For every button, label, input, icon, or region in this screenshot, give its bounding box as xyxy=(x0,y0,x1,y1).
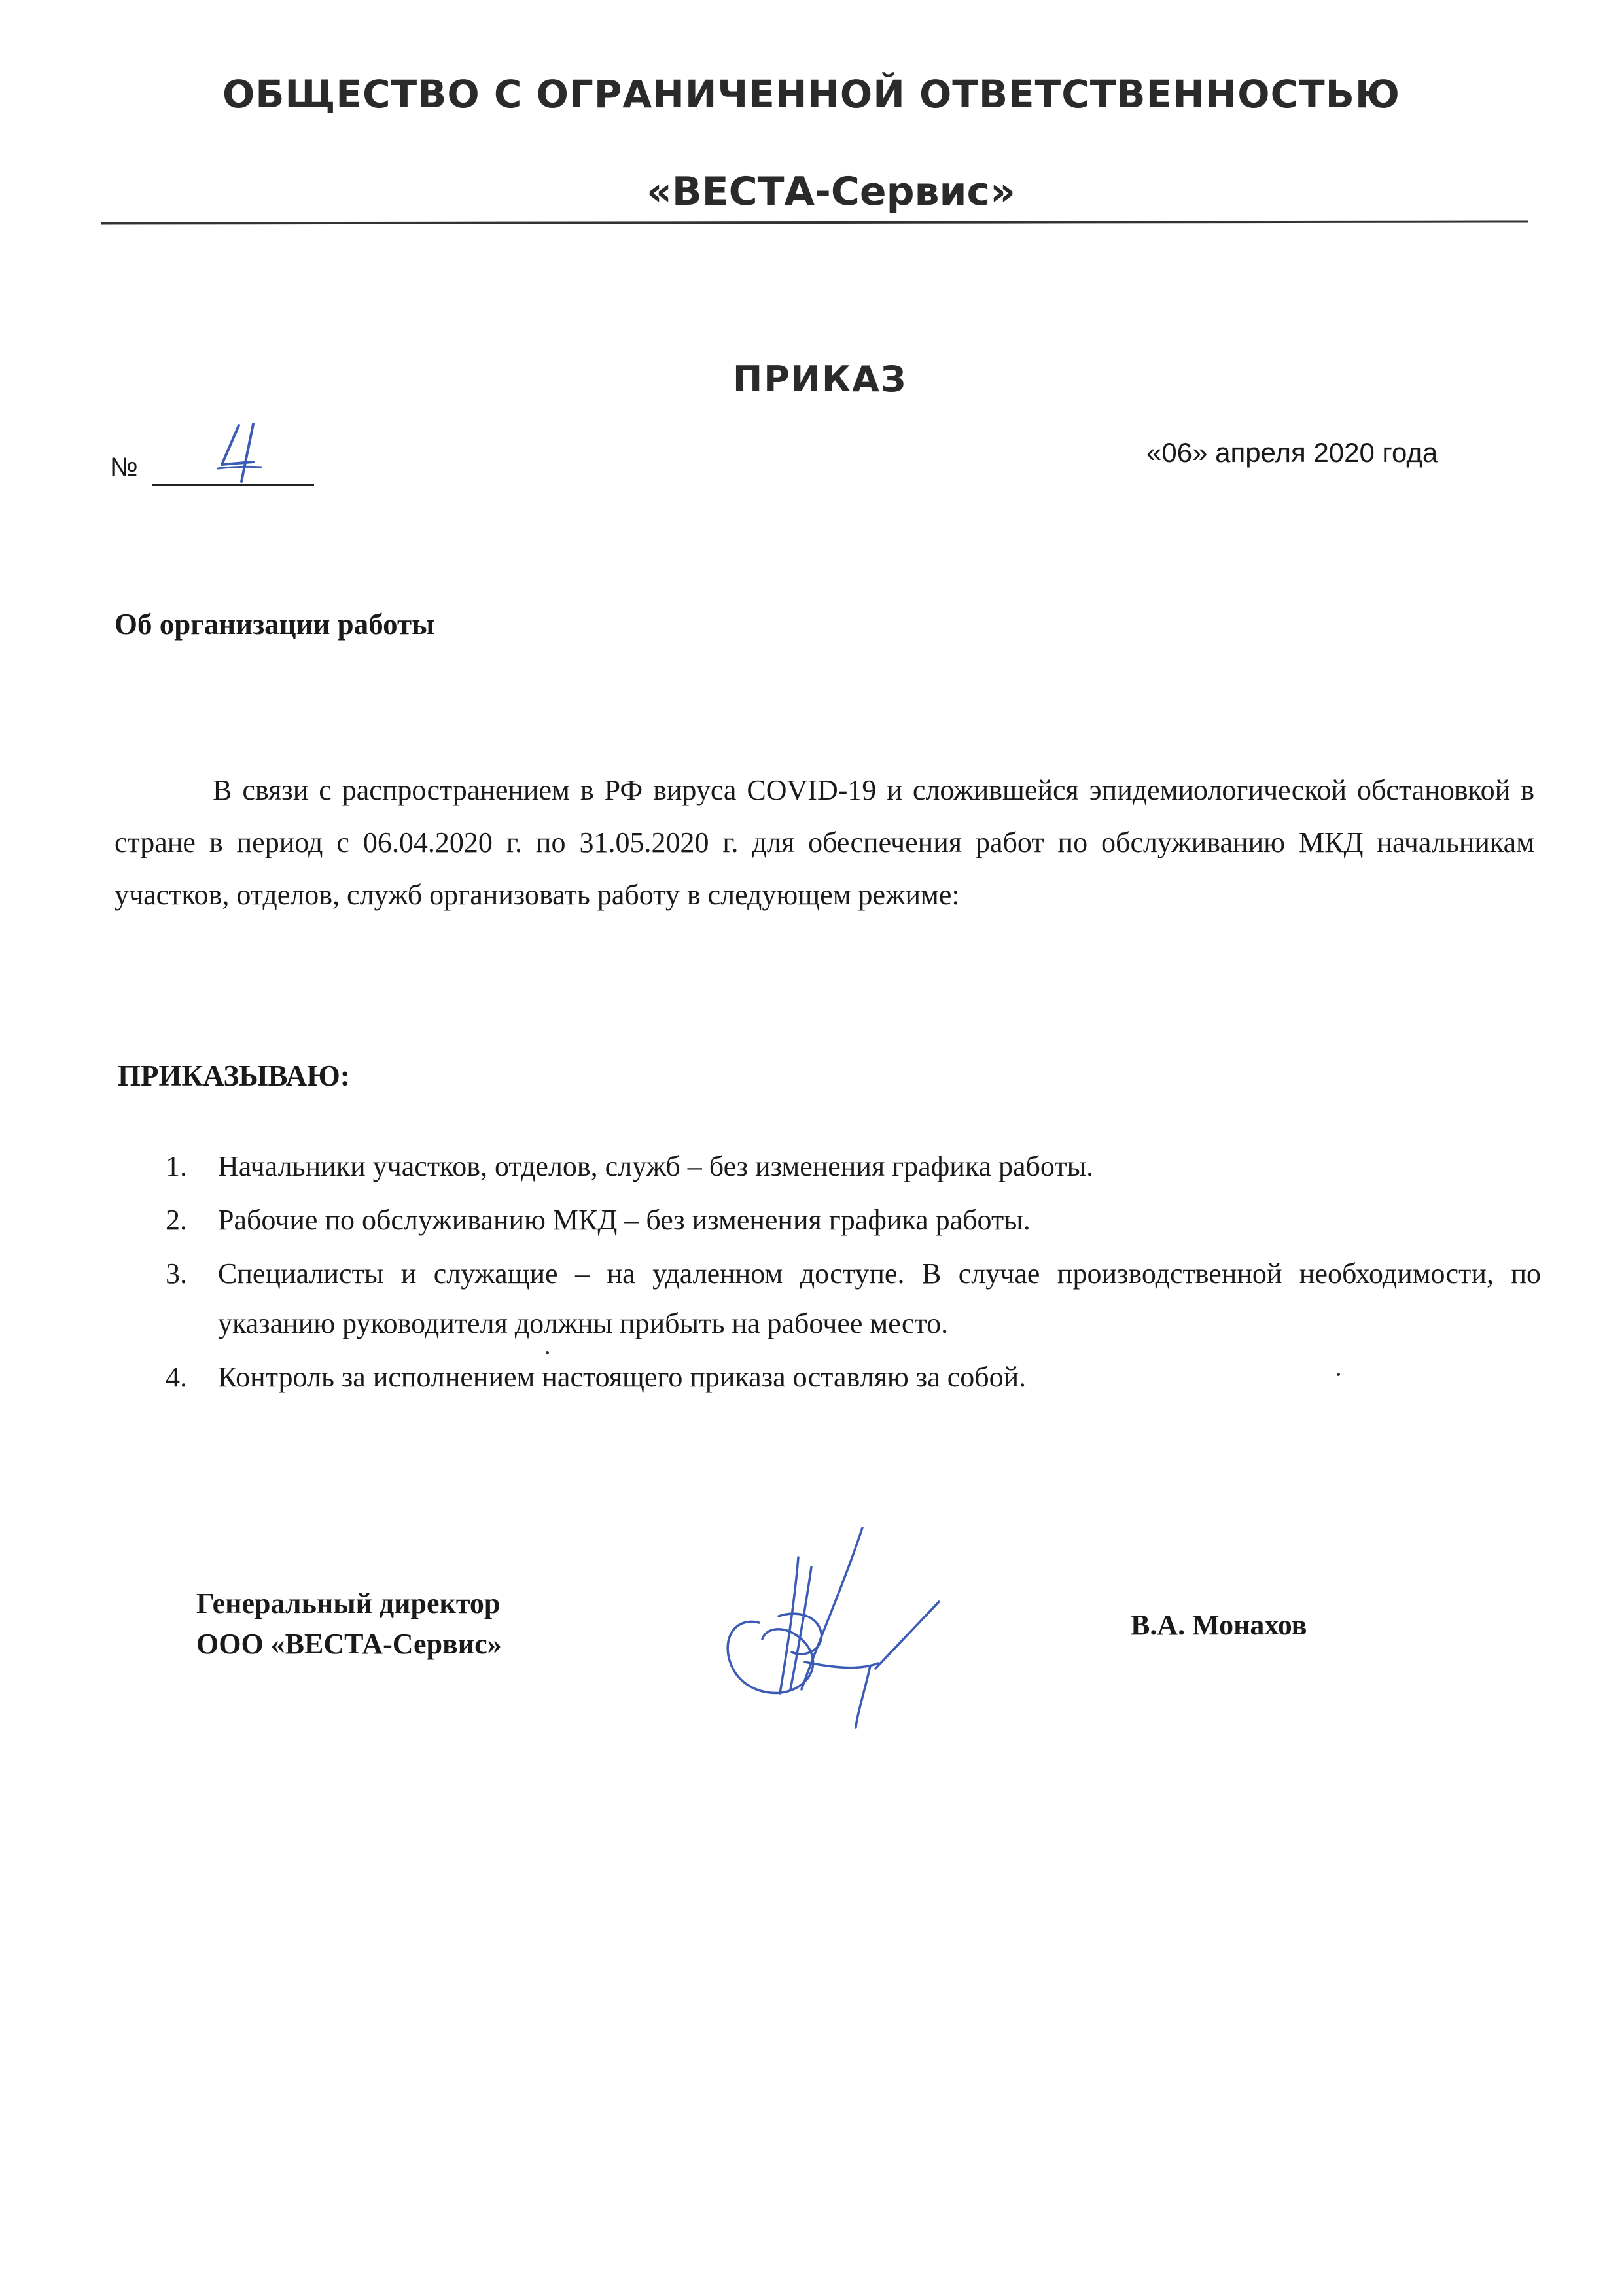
organization-name-line2: «ВЕСТА-Сервис» xyxy=(646,169,1015,215)
organization-name-line1: ОБЩЕСТВО С ОГРАНИЧЕННОЙ ОТВЕТСТВЕННОСТЬЮ xyxy=(222,72,1400,116)
scan-speck xyxy=(1337,1373,1340,1376)
scan-speck xyxy=(546,1351,549,1354)
body-paragraph: В связи с распространением в РФ вируса COVID-19 и сложившейся эпидемиологической обстановкой в стране в период с 06.04.2020 г. по 31.05.2020 г. для обеспечения работ по обслуживанию МКД начальникам участков, отделов, служб организовать работу в следующем режиме: xyxy=(115,774,1534,911)
list-item xyxy=(115,1249,1541,1349)
signer-position xyxy=(196,1583,502,1665)
list-item-text: Специалисты и служащие – на удаленном доступе. В случае производственной необходимости, по указанию руководителя должны прибыть на рабочее место. xyxy=(218,1258,1541,1339)
list-item-number: 4. xyxy=(166,1361,187,1393)
document-title: ПРИКАЗ xyxy=(733,359,908,400)
handwritten-order-number xyxy=(213,419,265,484)
list-item-text: Рабочие по обслуживанию МКД – без изменения графика работы. xyxy=(218,1204,1031,1236)
handwritten-signature xyxy=(707,1518,1021,1740)
list-item xyxy=(115,1352,1541,1402)
order-keyword: ПРИКАЗЫВАЮ: xyxy=(118,1059,350,1092)
list-item xyxy=(115,1195,1541,1245)
header-divider xyxy=(101,220,1528,224)
signer-organization: ООО «ВЕСТА-Сервис» xyxy=(196,1628,502,1660)
order-items-list xyxy=(115,1142,1541,1406)
order-number-label: № xyxy=(110,453,138,482)
list-item-number: 1. xyxy=(166,1150,187,1182)
signer-position-title: Генеральный директор xyxy=(196,1587,501,1619)
list-item-number: 3. xyxy=(166,1258,187,1290)
list-item xyxy=(115,1142,1541,1192)
order-subject: Об организации работы xyxy=(115,608,435,641)
order-number-underline xyxy=(152,484,314,486)
order-date: «06» апреля 2020 года xyxy=(1146,437,1438,468)
list-item-text: Начальники участков, отделов, служб – без изменения графика работы. xyxy=(218,1150,1094,1182)
signer-name: В.А. Монахов xyxy=(1131,1609,1307,1641)
list-item-number: 2. xyxy=(166,1204,187,1236)
list-item-text: Контроль за исполнением настоящего приказа оставляю за собой. xyxy=(218,1361,1027,1393)
